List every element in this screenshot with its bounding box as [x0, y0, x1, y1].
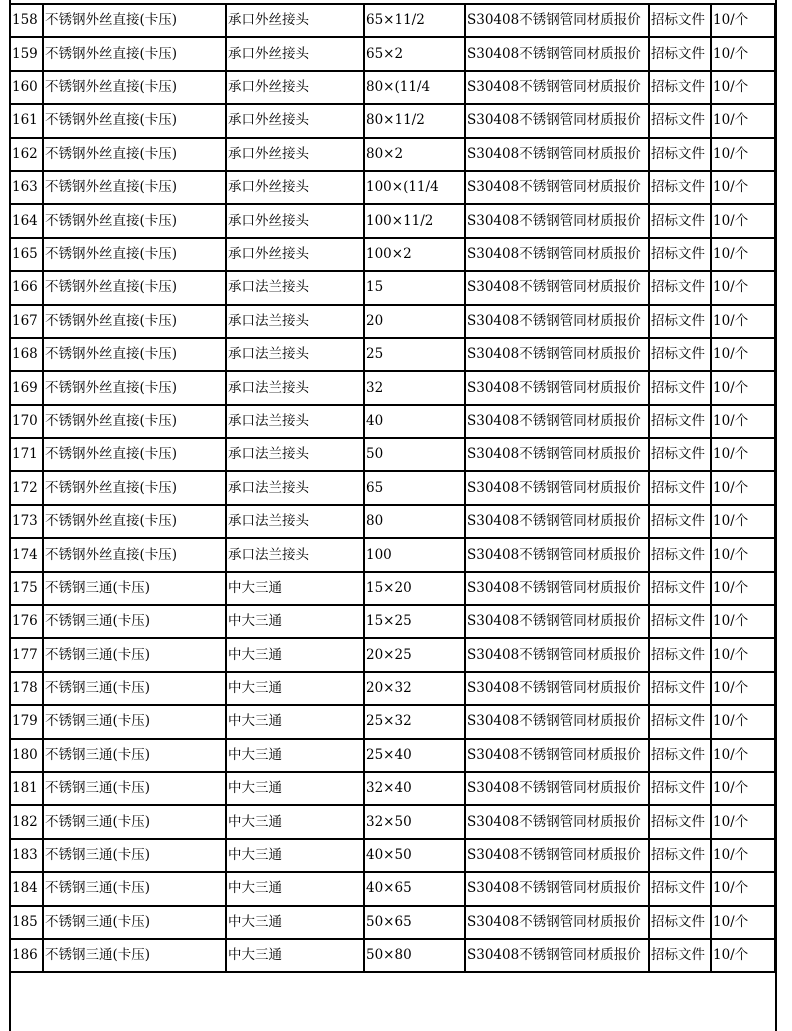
cell-basis: 招标文件 [649, 271, 711, 304]
cell-item-no: 181 [10, 772, 43, 805]
cell-material-note: S30408不锈钢管同材质报价 [465, 271, 649, 304]
cell-item-type: 承口外丝接头 [226, 171, 364, 204]
table-row [10, 338, 775, 371]
cell-basis: 招标文件 [649, 805, 711, 838]
cell-material-note: S30408不锈钢管同材质报价 [465, 171, 649, 204]
cell-material-note: S30408不锈钢管同材质报价 [465, 138, 649, 171]
cell-material-note: S30408不锈钢管同材质报价 [465, 37, 649, 70]
cell-item-name: 不锈钢三通(卡压) [43, 739, 226, 772]
cell-unit: 10/个 [711, 505, 775, 538]
cell-material-note: S30408不锈钢管同材质报价 [465, 238, 649, 271]
cell-unit: 10/个 [711, 405, 775, 438]
table-row [10, 71, 775, 104]
cell-basis: 招标文件 [649, 739, 711, 772]
cell-basis: 招标文件 [649, 204, 711, 237]
cell-item-type: 承口法兰接头 [226, 338, 364, 371]
table-row [10, 672, 775, 705]
cell-item-name: 不锈钢外丝直接(卡压) [43, 171, 226, 204]
cell-basis: 招标文件 [649, 471, 711, 504]
cell-unit: 10/个 [711, 538, 775, 571]
cell-basis: 招标文件 [649, 238, 711, 271]
table-row [10, 872, 775, 905]
cell-spec: 50×65 [364, 906, 465, 939]
cell-material-note: S30408不锈钢管同材质报价 [465, 338, 649, 371]
cell-spec: 50×80 [364, 939, 465, 972]
cell-item-no: 158 [10, 4, 43, 37]
cell-item-type: 中大三通 [226, 605, 364, 638]
cell-material-note: S30408不锈钢管同材质报价 [465, 805, 649, 838]
cell-item-name: 不锈钢三通(卡压) [43, 839, 226, 872]
cell-item-type: 承口法兰接头 [226, 538, 364, 571]
cell-item-type: 中大三通 [226, 572, 364, 605]
cell-unit: 10/个 [711, 104, 775, 137]
table-row [10, 305, 775, 338]
cell-basis: 招标文件 [649, 538, 711, 571]
cell-material-note: S30408不锈钢管同材质报价 [465, 906, 649, 939]
cell-material-note: S30408不锈钢管同材质报价 [465, 672, 649, 705]
cell-item-name: 不锈钢外丝直接(卡压) [43, 471, 226, 504]
cell-basis: 招标文件 [649, 772, 711, 805]
cell-material-note: S30408不锈钢管同材质报价 [465, 939, 649, 972]
cell-material-note: S30408不锈钢管同材质报价 [465, 104, 649, 137]
cell-item-name: 不锈钢外丝直接(卡压) [43, 204, 226, 237]
table-row [10, 37, 775, 70]
cell-item-name: 不锈钢三通(卡压) [43, 939, 226, 972]
cell-unit: 10/个 [711, 906, 775, 939]
cell-item-type: 承口法兰接头 [226, 305, 364, 338]
table-row [10, 939, 775, 972]
cell-item-no: 186 [10, 939, 43, 972]
cell-item-name: 不锈钢三通(卡压) [43, 672, 226, 705]
cell-spec: 80×11/2 [364, 104, 465, 137]
cell-item-type: 中大三通 [226, 739, 364, 772]
table-row [10, 705, 775, 738]
table-row [10, 438, 775, 471]
table-row [10, 605, 775, 638]
cell-item-type: 承口外丝接头 [226, 204, 364, 237]
table-row [10, 739, 775, 772]
cell-basis: 招标文件 [649, 371, 711, 404]
cell-material-note: S30408不锈钢管同材质报价 [465, 739, 649, 772]
cell-item-name: 不锈钢外丝直接(卡压) [43, 338, 226, 371]
cell-item-name: 不锈钢三通(卡压) [43, 572, 226, 605]
cell-spec: 32×40 [364, 772, 465, 805]
cell-item-type: 中大三通 [226, 638, 364, 671]
cell-item-type: 承口外丝接头 [226, 104, 364, 137]
cell-item-no: 178 [10, 672, 43, 705]
cell-basis: 招标文件 [649, 638, 711, 671]
table-row [10, 538, 775, 571]
cell-item-no: 179 [10, 705, 43, 738]
cell-material-note: S30408不锈钢管同材质报价 [465, 4, 649, 37]
cell-basis: 招标文件 [649, 4, 711, 37]
cell-unit: 10/个 [711, 138, 775, 171]
cell-material-note: S30408不锈钢管同材质报价 [465, 371, 649, 404]
cell-spec: 40×65 [364, 872, 465, 905]
cell-item-no: 163 [10, 171, 43, 204]
cell-spec: 100×2 [364, 238, 465, 271]
cell-item-no: 175 [10, 572, 43, 605]
cell-basis: 招标文件 [649, 405, 711, 438]
cell-spec: 65×11/2 [364, 4, 465, 37]
cell-unit: 10/个 [711, 371, 775, 404]
table-row [10, 505, 775, 538]
cell-item-type: 承口外丝接头 [226, 238, 364, 271]
cell-basis: 招标文件 [649, 705, 711, 738]
cell-item-type: 中大三通 [226, 939, 364, 972]
cell-spec: 40×50 [364, 839, 465, 872]
cell-basis: 招标文件 [649, 37, 711, 70]
cell-unit: 10/个 [711, 438, 775, 471]
cell-item-no: 170 [10, 405, 43, 438]
cell-material-note: S30408不锈钢管同材质报价 [465, 471, 649, 504]
cell-spec: 32×50 [364, 805, 465, 838]
cell-item-name: 不锈钢三通(卡压) [43, 772, 226, 805]
fittings-price-table [9, 3, 776, 973]
table-row [10, 271, 775, 304]
cell-unit: 10/个 [711, 705, 775, 738]
cell-spec: 20×32 [364, 672, 465, 705]
cell-material-note: S30408不锈钢管同材质报价 [465, 438, 649, 471]
cell-item-name: 不锈钢三通(卡压) [43, 872, 226, 905]
cell-spec: 100×(11/4 [364, 171, 465, 204]
cell-item-no: 166 [10, 271, 43, 304]
cell-unit: 10/个 [711, 939, 775, 972]
cell-basis: 招标文件 [649, 505, 711, 538]
cell-spec: 25 [364, 338, 465, 371]
cell-basis: 招标文件 [649, 839, 711, 872]
cell-basis: 招标文件 [649, 872, 711, 905]
cell-item-no: 184 [10, 872, 43, 905]
cell-basis: 招标文件 [649, 171, 711, 204]
cell-unit: 10/个 [711, 204, 775, 237]
cell-item-no: 177 [10, 638, 43, 671]
cell-basis: 招标文件 [649, 305, 711, 338]
cell-item-no: 168 [10, 338, 43, 371]
cell-item-no: 161 [10, 104, 43, 137]
cell-item-no: 171 [10, 438, 43, 471]
cell-material-note: S30408不锈钢管同材质报价 [465, 839, 649, 872]
cell-material-note: S30408不锈钢管同材质报价 [465, 572, 649, 605]
table-row [10, 839, 775, 872]
cell-unit: 10/个 [711, 4, 775, 37]
cell-item-name: 不锈钢外丝直接(卡压) [43, 4, 226, 37]
cell-item-type: 中大三通 [226, 872, 364, 905]
cell-material-note: S30408不锈钢管同材质报价 [465, 705, 649, 738]
cell-item-name: 不锈钢外丝直接(卡压) [43, 371, 226, 404]
table-row [10, 772, 775, 805]
cell-material-note: S30408不锈钢管同材质报价 [465, 772, 649, 805]
cell-spec: 100×11/2 [364, 204, 465, 237]
table-row [10, 138, 775, 171]
cell-unit: 10/个 [711, 338, 775, 371]
cell-item-name: 不锈钢三通(卡压) [43, 906, 226, 939]
cell-item-name: 不锈钢外丝直接(卡压) [43, 71, 226, 104]
cell-spec: 80×2 [364, 138, 465, 171]
cell-spec: 15×20 [364, 572, 465, 605]
table-body [10, 4, 775, 972]
table-row [10, 204, 775, 237]
cell-item-no: 165 [10, 238, 43, 271]
cell-material-note: S30408不锈钢管同材质报价 [465, 605, 649, 638]
cell-item-no: 172 [10, 471, 43, 504]
cell-item-no: 160 [10, 71, 43, 104]
cell-unit: 10/个 [711, 772, 775, 805]
cell-item-type: 承口法兰接头 [226, 505, 364, 538]
cell-item-type: 承口法兰接头 [226, 271, 364, 304]
cell-item-no: 174 [10, 538, 43, 571]
cell-item-no: 176 [10, 605, 43, 638]
table-row [10, 405, 775, 438]
cell-basis: 招标文件 [649, 672, 711, 705]
cell-material-note: S30408不锈钢管同材质报价 [465, 71, 649, 104]
cell-item-name: 不锈钢三通(卡压) [43, 705, 226, 738]
cell-item-name: 不锈钢外丝直接(卡压) [43, 104, 226, 137]
cell-item-type: 承口法兰接头 [226, 471, 364, 504]
cell-item-name: 不锈钢三通(卡压) [43, 805, 226, 838]
cell-item-no: 167 [10, 305, 43, 338]
cell-item-type: 承口外丝接头 [226, 138, 364, 171]
cell-basis: 招标文件 [649, 438, 711, 471]
table-row [10, 638, 775, 671]
cell-unit: 10/个 [711, 71, 775, 104]
cell-material-note: S30408不锈钢管同材质报价 [465, 872, 649, 905]
cell-item-no: 164 [10, 204, 43, 237]
cell-item-name: 不锈钢外丝直接(卡压) [43, 37, 226, 70]
cell-item-type: 中大三通 [226, 839, 364, 872]
cell-unit: 10/个 [711, 471, 775, 504]
cell-unit: 10/个 [711, 672, 775, 705]
cell-unit: 10/个 [711, 839, 775, 872]
cell-item-name: 不锈钢外丝直接(卡压) [43, 505, 226, 538]
table-row [10, 238, 775, 271]
cell-item-type: 承口法兰接头 [226, 371, 364, 404]
table-row [10, 805, 775, 838]
cell-spec: 40 [364, 405, 465, 438]
cell-item-type: 承口外丝接头 [226, 37, 364, 70]
cell-item-no: 182 [10, 805, 43, 838]
cell-item-name: 不锈钢外丝直接(卡压) [43, 238, 226, 271]
cell-unit: 10/个 [711, 572, 775, 605]
table-row [10, 371, 775, 404]
cell-item-type: 中大三通 [226, 705, 364, 738]
cell-item-name: 不锈钢外丝直接(卡压) [43, 138, 226, 171]
cell-basis: 招标文件 [649, 71, 711, 104]
cell-item-name: 不锈钢三通(卡压) [43, 638, 226, 671]
cell-item-name: 不锈钢外丝直接(卡压) [43, 405, 226, 438]
cell-material-note: S30408不锈钢管同材质报价 [465, 538, 649, 571]
table-row [10, 4, 775, 37]
cell-material-note: S30408不锈钢管同材质报价 [465, 405, 649, 438]
cell-unit: 10/个 [711, 238, 775, 271]
cell-basis: 招标文件 [649, 906, 711, 939]
cell-spec: 15×25 [364, 605, 465, 638]
cell-unit: 10/个 [711, 171, 775, 204]
table-row [10, 906, 775, 939]
cell-basis: 招标文件 [649, 338, 711, 371]
cell-item-no: 159 [10, 37, 43, 70]
cell-spec: 15 [364, 271, 465, 304]
cell-item-name: 不锈钢外丝直接(卡压) [43, 305, 226, 338]
cell-spec: 25×40 [364, 739, 465, 772]
cell-material-note: S30408不锈钢管同材质报价 [465, 305, 649, 338]
cell-unit: 10/个 [711, 271, 775, 304]
cell-spec: 20 [364, 305, 465, 338]
cell-item-type: 承口外丝接头 [226, 4, 364, 37]
cell-spec: 80 [364, 505, 465, 538]
table-row [10, 104, 775, 137]
cell-item-name: 不锈钢外丝直接(卡压) [43, 538, 226, 571]
cell-unit: 10/个 [711, 739, 775, 772]
cell-unit: 10/个 [711, 805, 775, 838]
cell-spec: 20×25 [364, 638, 465, 671]
cell-item-type: 承口外丝接头 [226, 71, 364, 104]
cell-spec: 65×2 [364, 37, 465, 70]
cell-spec: 32 [364, 371, 465, 404]
cell-spec: 65 [364, 471, 465, 504]
cell-unit: 10/个 [711, 37, 775, 70]
cell-unit: 10/个 [711, 605, 775, 638]
cell-unit: 10/个 [711, 638, 775, 671]
cell-basis: 招标文件 [649, 572, 711, 605]
cell-basis: 招标文件 [649, 605, 711, 638]
cell-item-type: 承口法兰接头 [226, 438, 364, 471]
cell-item-name: 不锈钢三通(卡压) [43, 605, 226, 638]
cell-material-note: S30408不锈钢管同材质报价 [465, 638, 649, 671]
table-row [10, 572, 775, 605]
cell-basis: 招标文件 [649, 138, 711, 171]
cell-material-note: S30408不锈钢管同材质报价 [465, 505, 649, 538]
cell-item-no: 162 [10, 138, 43, 171]
cell-item-name: 不锈钢外丝直接(卡压) [43, 438, 226, 471]
cell-item-type: 中大三通 [226, 772, 364, 805]
cell-item-no: 173 [10, 505, 43, 538]
cell-item-no: 183 [10, 839, 43, 872]
cell-basis: 招标文件 [649, 104, 711, 137]
cell-item-no: 169 [10, 371, 43, 404]
cell-item-type: 中大三通 [226, 672, 364, 705]
cell-unit: 10/个 [711, 872, 775, 905]
cell-item-type: 承口法兰接头 [226, 405, 364, 438]
cell-item-type: 中大三通 [226, 805, 364, 838]
cell-item-type: 中大三通 [226, 906, 364, 939]
cell-spec: 25×32 [364, 705, 465, 738]
cell-spec: 100 [364, 538, 465, 571]
cell-basis: 招标文件 [649, 939, 711, 972]
cell-unit: 10/个 [711, 305, 775, 338]
cell-spec: 80×(11/4 [364, 71, 465, 104]
cell-item-no: 185 [10, 906, 43, 939]
table-row [10, 471, 775, 504]
cell-spec: 50 [364, 438, 465, 471]
cell-item-name: 不锈钢外丝直接(卡压) [43, 271, 226, 304]
cell-material-note: S30408不锈钢管同材质报价 [465, 204, 649, 237]
cell-item-no: 180 [10, 739, 43, 772]
table-row [10, 171, 775, 204]
